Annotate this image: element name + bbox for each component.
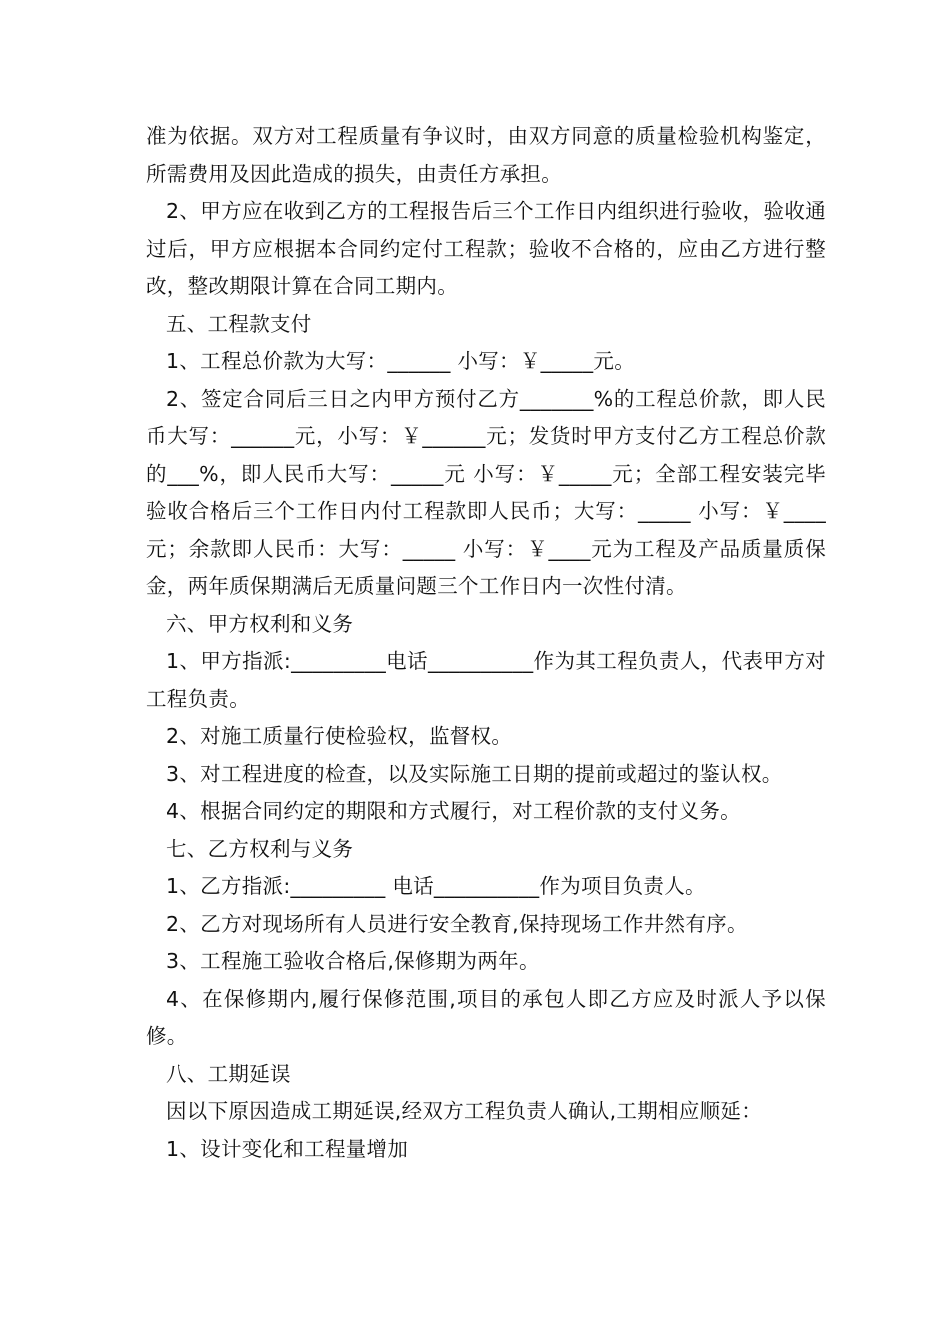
paragraph: 因以下原因造成工期延误,经双方工程负责人确认,工期相应顺延：	[166, 1099, 763, 1123]
paragraph: 1、设计变化和工程量增加	[166, 1136, 409, 1161]
paragraph: 1、工程总价款为大写：______ 小写：￥_____元。	[166, 349, 636, 373]
paragraph: 2、甲方应在收到乙方的工程报告后三个工作日内组织进行验收，验收通过后，甲方应根据本合同约定付工程款；验收不合格的，应由乙方进行整改，整改期限计算在合同工期内。	[146, 199, 826, 298]
paragraph: 2、对施工质量行使检验权，监督权。	[166, 724, 513, 748]
document-body	[146, 118, 826, 1168]
paragraph: 2、乙方对现场所有人员进行安全教育,保持现场工作井然有序。	[166, 911, 748, 936]
section-heading: 五、工程款支付	[166, 311, 312, 336]
paragraph: 4、根据合同约定的期限和方式履行，对工程价款的支付义务。	[166, 799, 741, 823]
section-heading: 八、工期延误	[166, 1061, 291, 1086]
paragraph: 2、签定合同后三日之内甲方预付乙方_______%的工程总价款，即人民币大写：______元，小写：￥______元；发货时甲方支付乙方工程总价款的___%，即人民币大写：_____元 小写：￥_____元；全部工程安装完毕验收合格后三个工作日内付工程款即人民币；大写：_____ 小写：￥____元；余款即人民币：大写：_____ 小写：￥____元为工程及产品质量质保金，两年质保期满后无质量问题三个工作日内一次性付清。	[146, 386, 826, 598]
paragraph: 准为依据。双方对工程质量有争议时，由双方同意的质量检验机构鉴定，所需费用及因此造成的损失，由责任方承担。	[146, 124, 826, 186]
paragraph: 1、乙方指派:_________ 电话__________作为项目负责人。	[166, 874, 706, 898]
section-heading: 六、甲方权利和义务	[166, 611, 354, 636]
paragraph: 3、对工程进度的检查，以及实际施工日期的提前或超过的鉴认权。	[166, 761, 783, 786]
paragraph: 1、甲方指派:_________电话__________作为其工程负责人，代表甲方对工程负责。	[146, 649, 826, 711]
paragraph: 4、在保修期内,履行保修范围,项目的承包人即乙方应及时派人予以保修。	[146, 986, 826, 1048]
paragraph: 3、工程施工验收合格后,保修期为两年。	[166, 949, 540, 973]
section-heading: 七、乙方权利与义务	[166, 836, 354, 861]
